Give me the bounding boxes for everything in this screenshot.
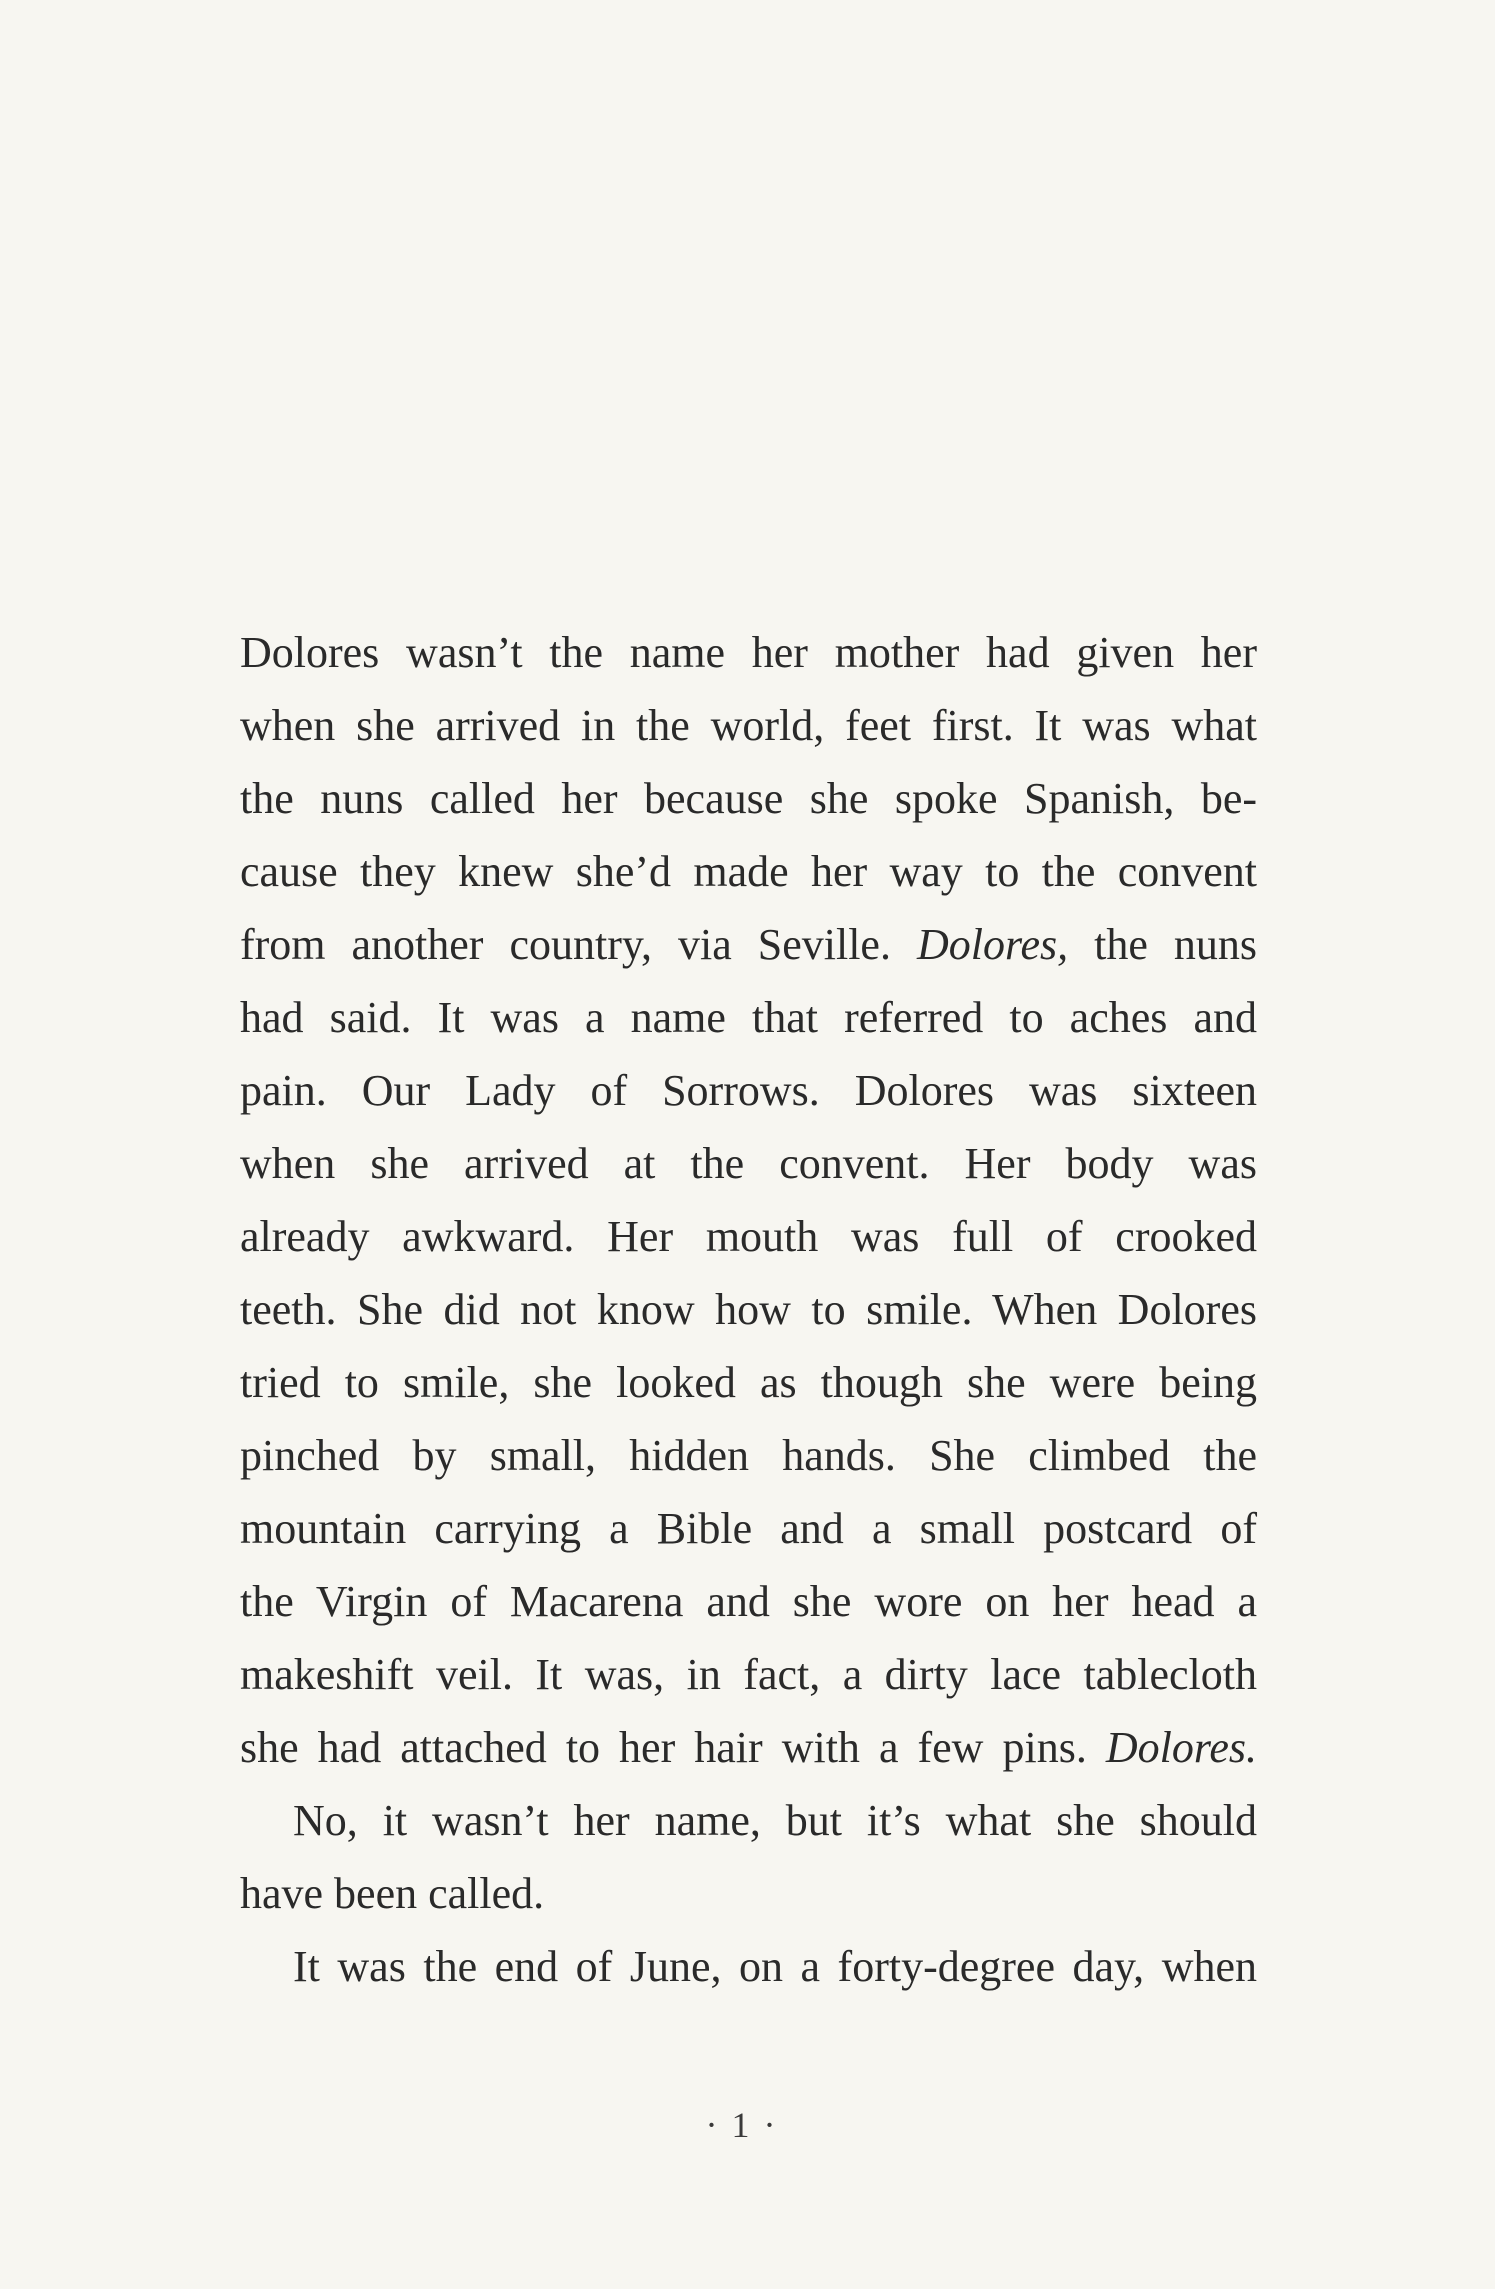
text-line: when she arrived in the world, feet first. It was what [240, 701, 1257, 750]
page-number: 1 [731, 2105, 764, 2145]
text-line: teeth. She did not know how to smile. When Dolores [240, 1285, 1257, 1334]
text-line: have been called. [240, 1869, 545, 1918]
text-line [240, 908, 1257, 981]
page-number-folio [0, 2104, 1495, 2146]
text-line [240, 1711, 1257, 1784]
text-segment: she had attached to her hair with a few pins. [240, 1723, 1087, 1772]
text-line: already awkward. Her mouth was full of crooked [240, 1212, 1257, 1261]
text-line: had said. It was a name that referred to aches and [240, 993, 1257, 1042]
text-line: tried to smile, she looked as though she were being [240, 1358, 1257, 1407]
text-line: No, it wasn’t her name, but it’s what she should [293, 1796, 1257, 1845]
text-line: makeshift veil. It was, in fact, a dirty lace tablecloth [240, 1650, 1257, 1699]
text-line: the Virgin of Macarena and she wore on her head a [240, 1577, 1257, 1626]
text-line: the nuns called her because she spoke Spanish, be- [240, 774, 1257, 823]
text-line: It was the end of June, on a forty-degree day, when [293, 1942, 1257, 1991]
text-segment: the nuns [1094, 920, 1257, 969]
text-line: pinched by small, hidden hands. She climbed the [240, 1431, 1257, 1480]
folio-dot: · [705, 2105, 732, 2145]
folio-dot: · [763, 2105, 790, 2145]
text-segment: from another country, via Seville. [240, 920, 891, 969]
text-line: mountain carrying a Bible and a small postcard of [240, 1504, 1257, 1553]
italic-name: Dolores. [1105, 1723, 1258, 1772]
italic-name: Dolores, [916, 920, 1069, 969]
text-line: pain. Our Lady of Sorrows. Dolores was sixteen [240, 1066, 1257, 1115]
text-line: when she arrived at the convent. Her body was [240, 1139, 1257, 1188]
text-line: Dolores wasn’t the name her mother had given her [240, 628, 1257, 677]
text-line: cause they knew she’d made her way to the convent [240, 847, 1257, 896]
body-text [240, 616, 1257, 2003]
